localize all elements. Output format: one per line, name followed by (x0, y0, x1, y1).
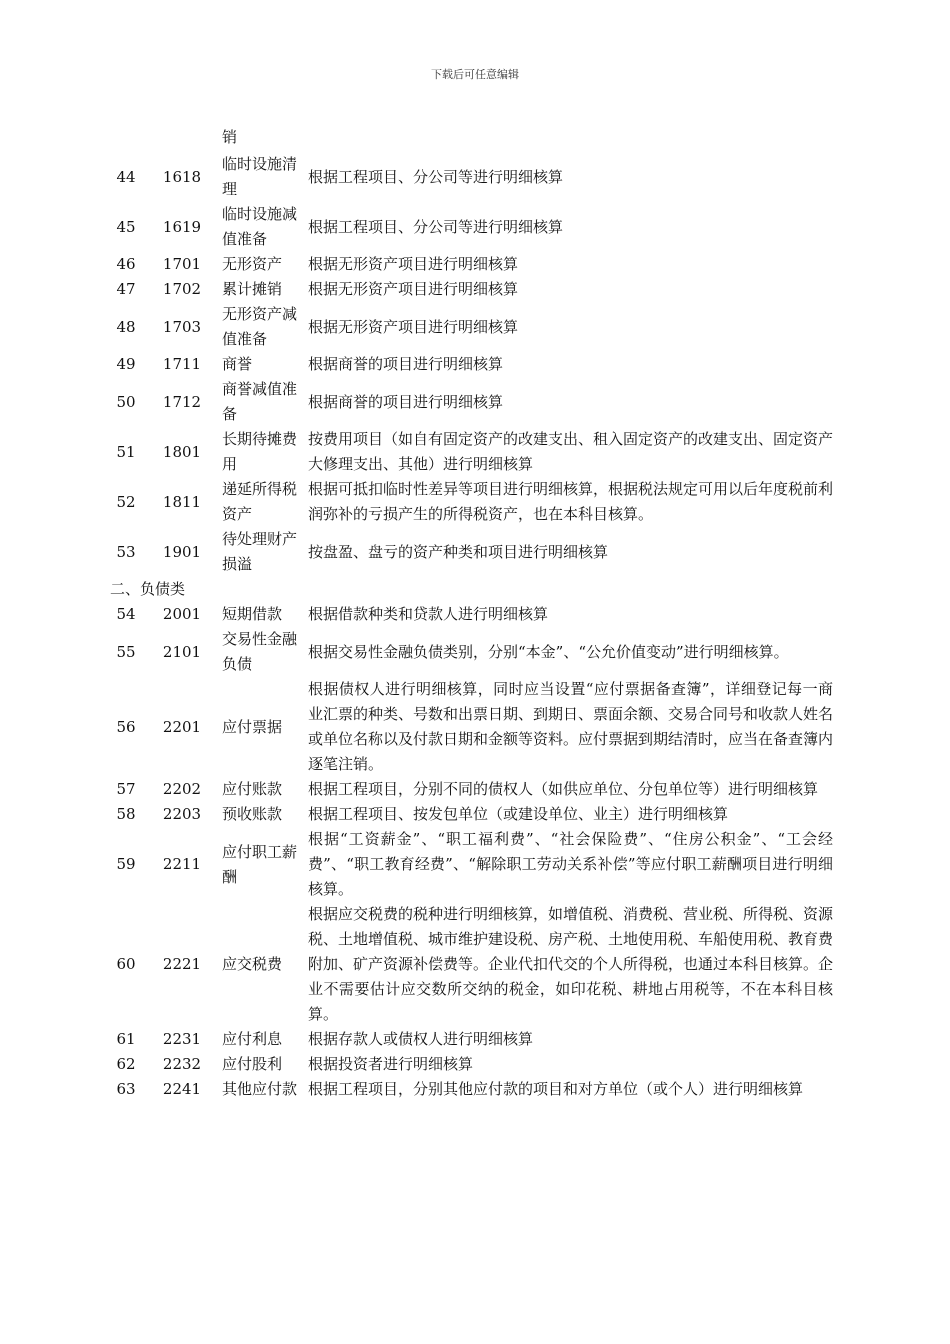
account-code: 1702 (162, 280, 202, 298)
account-description: 根据工程项目、按发包单位（或建设单位、业主）进行明细核算 (308, 805, 729, 823)
account-description: 根据无形资产项目进行明细核算 (308, 255, 519, 273)
account-name: 待处理财产损溢 (222, 530, 298, 573)
table-row (110, 1027, 833, 1052)
table-row (110, 427, 833, 477)
account-description: 根据工程项目、分公司等进行明细核算 (308, 217, 564, 236)
table-row (110, 1052, 833, 1077)
account-number: 50 (116, 392, 136, 411)
account-number: 44 (116, 167, 136, 186)
account-number: 59 (116, 855, 136, 873)
table-row (110, 152, 833, 202)
account-number: 60 (116, 955, 136, 973)
account-number: 54 (116, 605, 136, 623)
table-row (110, 477, 833, 527)
account-description: 根据商誉的项目进行明细核算 (308, 392, 504, 411)
account-name: 应付股利 (222, 1055, 283, 1073)
account-name: 递延所得税资产 (222, 480, 298, 523)
account-description: 按费用项目（如自有固定资产的改建支出、租入固定资产的改建支出、固定资产大修理支出、其他）进行明细核算 (308, 430, 834, 473)
account-name: 无形资产减值准备 (222, 305, 298, 348)
accounts-rows-b (110, 602, 833, 1102)
account-name: 预收账款 (222, 805, 283, 823)
account-description: 根据工程项目、分公司等进行明细核算 (308, 167, 564, 186)
account-number: 56 (116, 717, 136, 736)
table-row (110, 827, 833, 902)
account-number: 53 (116, 542, 136, 561)
account-code: 1711 (162, 355, 202, 373)
account-code: 1618 (162, 167, 202, 186)
account-code: 1712 (162, 392, 202, 411)
account-number: 48 (116, 317, 136, 336)
accounts-table (110, 152, 833, 1102)
account-description: 根据存款人或债权人进行明细核算 (308, 1030, 534, 1048)
account-code: 2232 (162, 1055, 202, 1073)
account-code: 2221 (162, 955, 202, 973)
account-description: 根据债权人进行明细核算，同时应当设置“应付票据备查簿”，详细登记每一商业汇票的种类、号数和出票日期、到期日、票面余额、交易合同号和收款人姓名或单位名称以及付款日期和金额等资料。应付票据到期结清时，应当在备查簿内逐笔注销。 (308, 680, 834, 773)
table-row (110, 802, 833, 827)
table-row (110, 902, 833, 1027)
table-row (110, 677, 833, 777)
account-name: 长期待摊费用 (222, 430, 298, 473)
account-name: 商誉 (222, 355, 253, 373)
account-number: 57 (116, 780, 136, 798)
table-row (110, 352, 833, 377)
account-code: 2101 (162, 642, 202, 661)
account-description: 根据无形资产项目进行明细核算 (308, 280, 519, 298)
account-number: 46 (116, 255, 136, 273)
account-number: 45 (116, 217, 136, 236)
account-description: 根据投资者进行明细核算 (308, 1055, 474, 1073)
account-code: 1703 (162, 317, 202, 336)
table-row (110, 202, 833, 252)
account-name: 短期借款 (222, 605, 283, 623)
account-description: 根据交易性金融负债类别，分别“本金”、“公允价值变动”进行明细核算。 (308, 642, 789, 661)
account-name: 应付职工薪酬 (222, 842, 298, 886)
account-description: 根据工程项目，分别不同的债权人（如供应单位、分包单位等）进行明细核算 (308, 780, 819, 798)
account-description: 根据工程项目，分别其他应付款的项目和对方单位（或个人）进行明细核算 (308, 1080, 804, 1098)
account-name: 累计摊销 (222, 280, 283, 298)
account-number: 63 (116, 1080, 136, 1098)
table-row (110, 1077, 833, 1102)
table-row (110, 252, 833, 277)
account-code: 1701 (162, 255, 202, 273)
account-description: 根据商誉的项目进行明细核算 (308, 355, 504, 373)
account-number: 62 (116, 1055, 136, 1073)
table-row (110, 377, 833, 427)
account-number: 49 (116, 355, 136, 373)
section-row (110, 577, 833, 602)
account-name: 其他应付款 (222, 1080, 298, 1098)
account-description: 按盘盈、盘亏的资产种类和项目进行明细核算 (308, 542, 609, 561)
table-row (110, 527, 833, 577)
account-number: 55 (116, 642, 136, 661)
account-name: 应交税费 (222, 955, 283, 973)
account-description: 根据借款种类和贷款人进行明细核算 (308, 605, 549, 623)
account-code: 2241 (162, 1080, 202, 1098)
account-number: 47 (116, 280, 136, 298)
account-name: 商誉减值准备 (222, 380, 298, 423)
account-number: 61 (116, 1030, 136, 1048)
account-name: 临时设施减值准备 (222, 205, 298, 248)
account-code: 2001 (162, 605, 202, 623)
account-code: 1801 (162, 442, 202, 461)
account-code: 2231 (162, 1030, 202, 1048)
account-code: 2203 (162, 805, 202, 823)
account-code: 2202 (162, 780, 202, 798)
table-row (110, 777, 833, 802)
account-name: 应付利息 (222, 1030, 283, 1048)
account-description: 根据无形资产项目进行明细核算 (308, 317, 519, 336)
account-name: 应付账款 (222, 780, 283, 798)
account-number: 52 (116, 492, 136, 511)
account-code: 1901 (162, 542, 202, 561)
page-header: 下载后可任意编辑 (431, 68, 519, 81)
table-row (110, 302, 833, 352)
account-name: 应付票据 (222, 717, 283, 736)
account-code: 2201 (162, 717, 202, 736)
account-name: 临时设施清理 (222, 155, 298, 198)
section-title: 二、负债类 (110, 580, 186, 598)
account-code: 1811 (162, 492, 202, 511)
account-code: 2211 (162, 855, 202, 873)
table-row (110, 277, 833, 302)
account-description: 根据应交税费的税种进行明细核算，如增值税、消费税、营业税、所得税、资源税、土地增值税、城市维护建设税、房产税、土地使用税、车船使用税、教育费附加、矿产资源补偿费等。企业代扣代交的个人所得税，也通过本科目核算。企业不需要估计应交数所交纳的税金，如印花税、耕地占用税等，不在本科目核算。 (308, 905, 834, 1023)
table-row (110, 602, 833, 627)
account-code: 1619 (162, 217, 202, 236)
table-row (110, 627, 833, 677)
account-number: 51 (116, 442, 136, 461)
account-name: 无形资产 (222, 255, 283, 273)
account-description: 根据可抵扣临时性差异等项目进行明细核算，根据税法规定可用以后年度税前利润弥补的亏损产生的所得税资产，也在本科目核算。 (308, 480, 834, 523)
account-description: 根据“工资薪金”、“职工福利费”、“社会保险费”、“住房公积金”、“工会经费”、“职工教育经费”、“解除职工劳动关系补偿”等应付职工薪酬项目进行明细核算。 (308, 830, 833, 898)
account-number: 58 (116, 805, 136, 823)
account-name: 交易性金融负债 (222, 630, 298, 673)
accounts-rows-a (110, 152, 833, 577)
continuation-text: 销 (222, 128, 238, 146)
